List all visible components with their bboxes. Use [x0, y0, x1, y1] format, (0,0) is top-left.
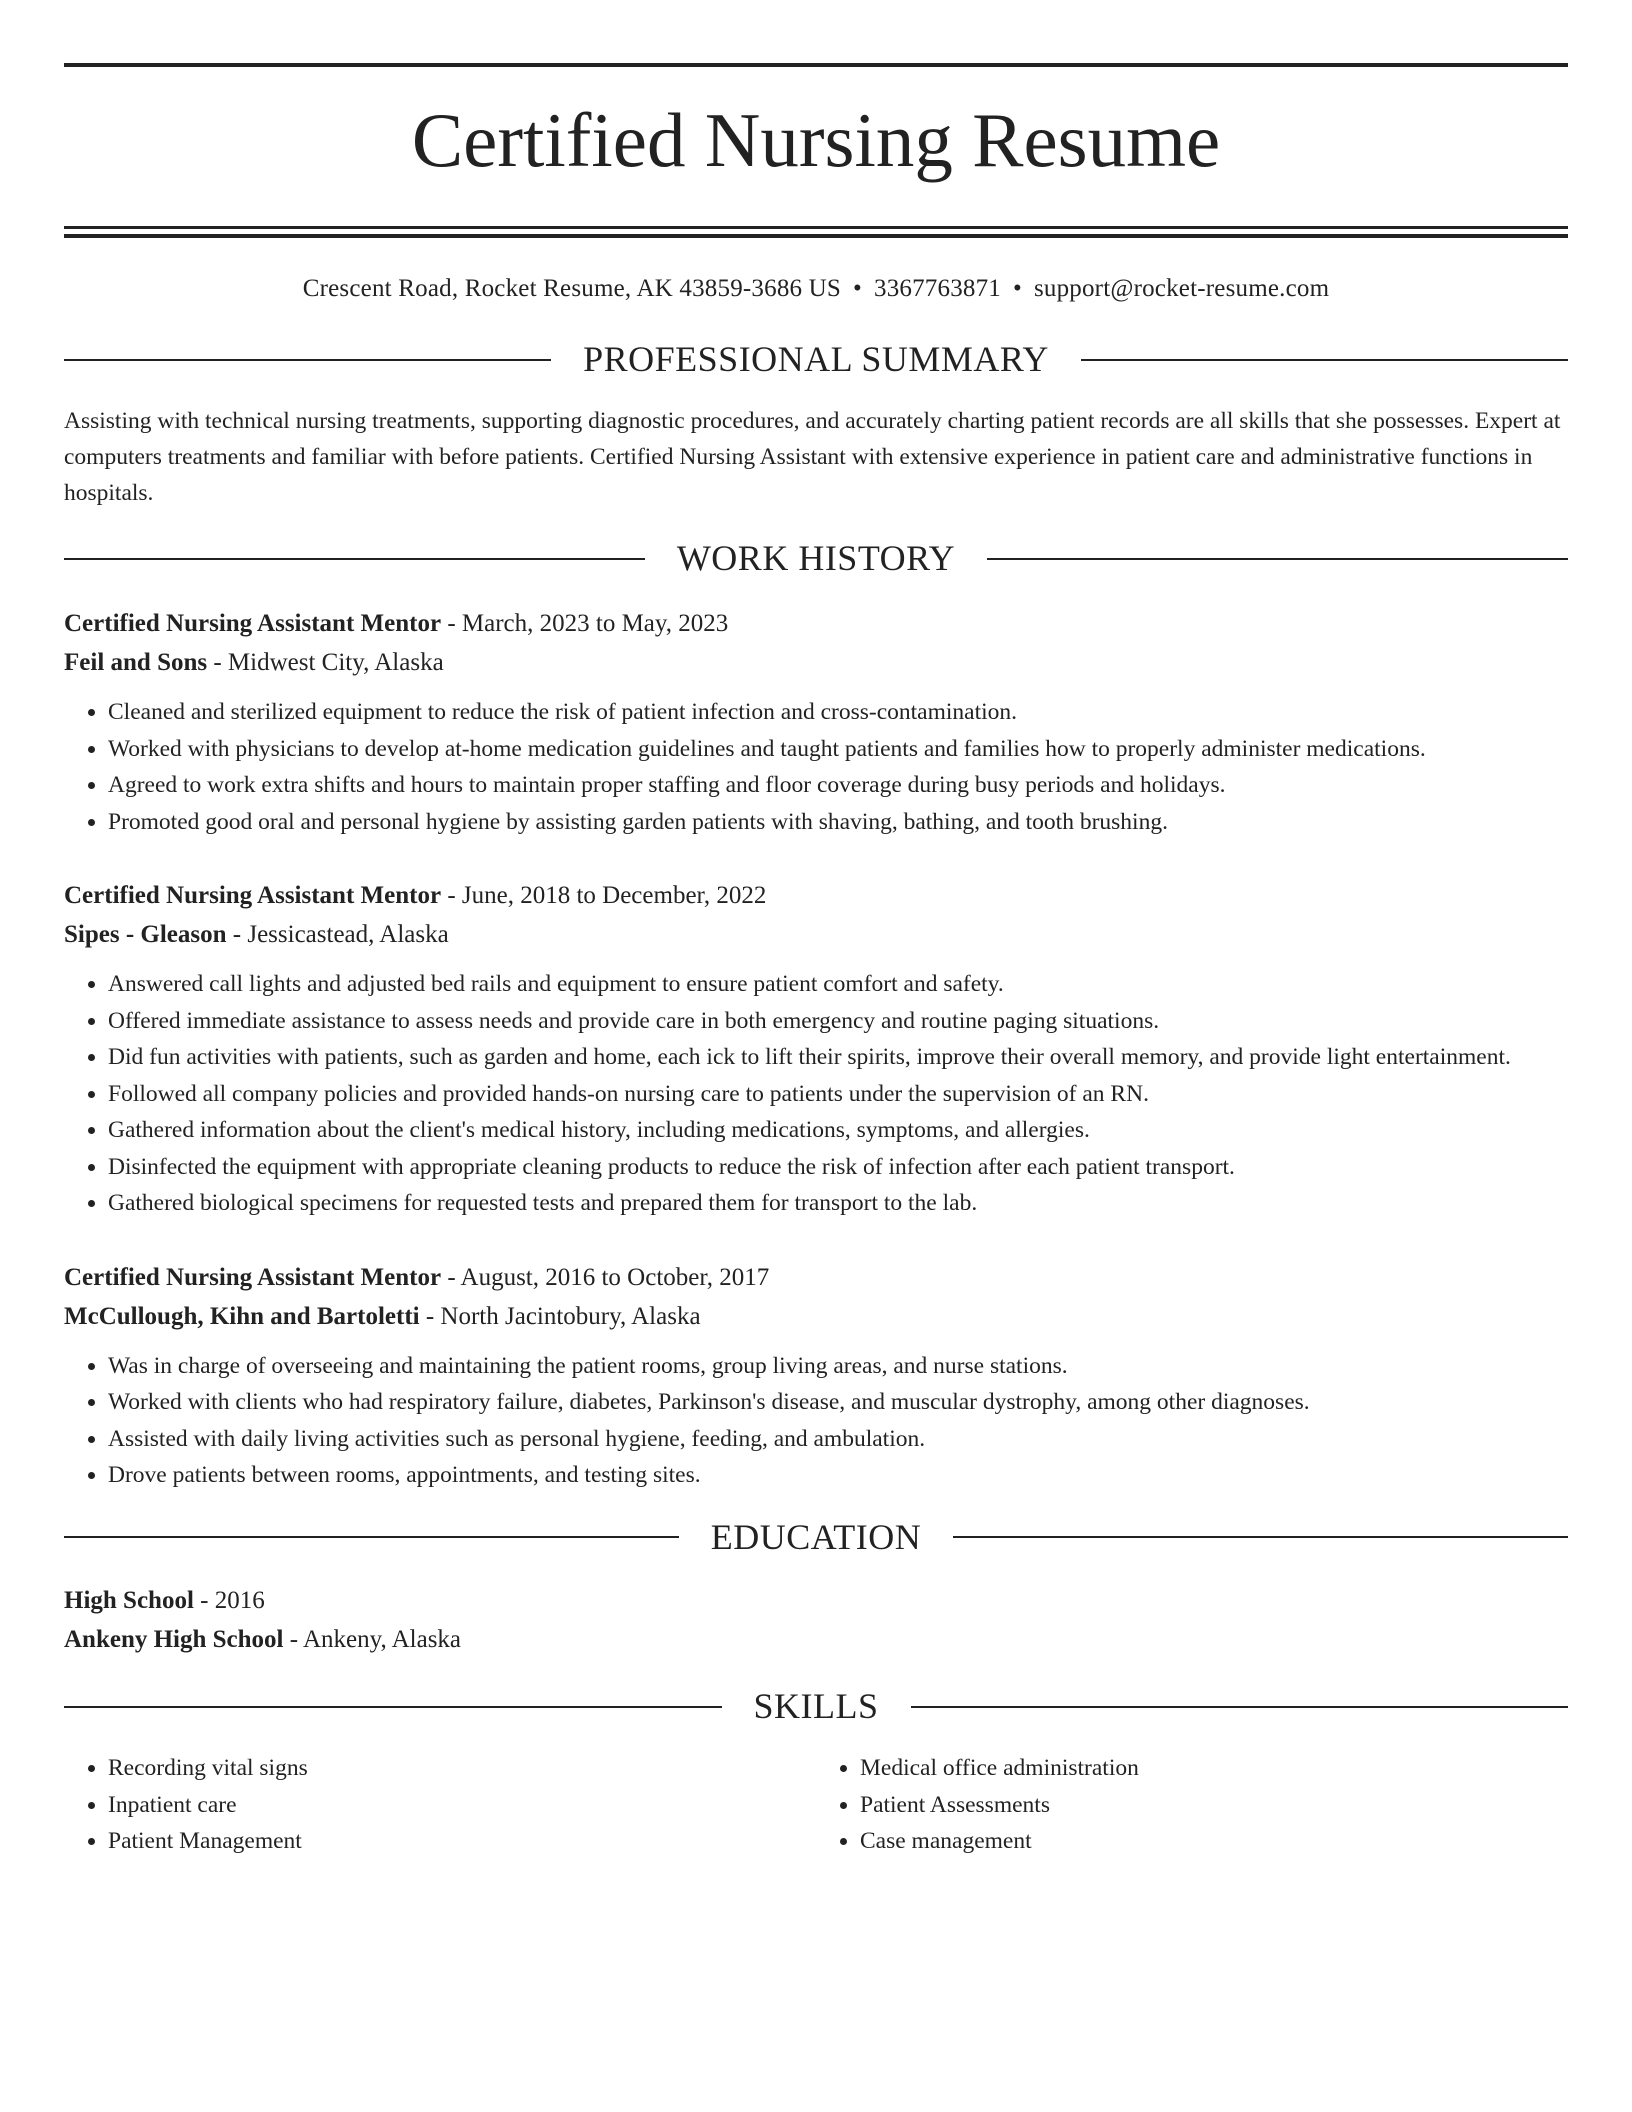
- job-bullets: [64, 694, 1568, 840]
- education-location: - Ankeny, Alaska: [283, 1626, 462, 1654]
- contact-email: support@rocket-resume.com: [1033, 275, 1330, 302]
- job-company: McCullough, Kihn and Bartoletti: [64, 1302, 420, 1330]
- education-year: - 2016: [193, 1587, 265, 1615]
- top-rule: [64, 63, 1568, 67]
- list-item: • Assisted with daily living activities such as personal hygiene, feeding, and ambulation.: [108, 1421, 1568, 1458]
- job-dates: - March, 2023 to May, 2023: [441, 610, 729, 638]
- job-location: - North Jacintobury, Alaska: [419, 1302, 701, 1330]
- job-company-line: [64, 1297, 1568, 1336]
- skill-item: • Patient Assessments: [860, 1787, 1568, 1824]
- job-title: Certified Nursing Assistant Mentor: [64, 610, 442, 638]
- job-company: Sipes - Gleason: [64, 921, 227, 949]
- list-item: • Disinfected the equipment with appropriate cleaning products to reduce the risk of infection after each patient transport.: [108, 1149, 1568, 1186]
- skills-column-right: [816, 1750, 1568, 1860]
- list-item: • Drove patients between rooms, appointments, and testing sites.: [108, 1457, 1568, 1494]
- divider: [64, 1536, 679, 1538]
- divider: [911, 1706, 1569, 1708]
- section-header-work: [64, 537, 1568, 580]
- job-title-line: [64, 604, 1568, 643]
- education-entry: [64, 1581, 1568, 1659]
- job-entry: [64, 604, 1568, 840]
- job-dates: - August, 2016 to October, 2017: [441, 1263, 770, 1291]
- job-title-line: [64, 876, 1568, 915]
- list-item: • Promoted good oral and personal hygiene by assisting garden patients with shaving, bathing, and tooth brushing.: [108, 804, 1568, 841]
- list-item: • Worked with clients who had respiratory failure, diabetes, Parkinson's disease, and muscular dystrophy, among other diagnoses.: [108, 1384, 1568, 1421]
- job-dates: - June, 2018 to December, 2022: [441, 882, 767, 910]
- education-school: Ankeny High School: [64, 1626, 284, 1654]
- section-title: PROFESSIONAL SUMMARY: [583, 339, 1049, 379]
- education-school-line: [64, 1620, 1568, 1659]
- job-title-line: [64, 1258, 1568, 1297]
- divider: [64, 558, 645, 560]
- job-location: - Midwest City, Alaska: [207, 649, 444, 677]
- divider: [1081, 359, 1568, 361]
- job-entry: [64, 876, 1568, 1222]
- education-degree: High School: [64, 1587, 194, 1615]
- job-bullets: [64, 1348, 1568, 1494]
- list-item: • Answered call lights and adjusted bed rails and equipment to ensure patient comfort and safety.: [108, 966, 1568, 1003]
- skill-item: • Inpatient care: [108, 1787, 816, 1824]
- section-title: EDUCATION: [710, 1516, 922, 1557]
- skills-grid: [64, 1750, 1568, 1860]
- job-title: Certified Nursing Assistant Mentor: [64, 882, 442, 910]
- contact-address: Crescent Road, Rocket Resume, AK 43859-3686 US: [302, 275, 842, 302]
- section-header-summary: [64, 338, 1568, 381]
- list-item: • Agreed to work extra shifts and hours to maintain proper staffing and floor coverage during busy periods and holidays.: [108, 767, 1568, 804]
- skill-item: • Case management: [860, 1823, 1568, 1860]
- contact-separator: •: [853, 275, 862, 302]
- list-item: • Followed all company policies and provided hands-on nursing care to patients under the supervision of an RN.: [108, 1076, 1568, 1113]
- education-degree-line: [64, 1581, 1568, 1620]
- list-item: • Worked with physicians to develop at-home medication guidelines and taught patients and families how to properly administer medications.: [108, 731, 1568, 768]
- section-title: WORK HISTORY: [676, 538, 956, 579]
- list-item: • Offered immediate assistance to assess needs and provide care in both emergency and routine paging situations.: [108, 1003, 1568, 1040]
- divider: [987, 558, 1568, 560]
- contact-line: [64, 274, 1568, 304]
- job-company-line: [64, 643, 1568, 682]
- list-item: • Was in charge of overseeing and maintaining the patient rooms, group living areas, and nurse stations.: [108, 1348, 1568, 1385]
- divider: [953, 1536, 1568, 1538]
- contact-separator: •: [1013, 275, 1022, 302]
- title-double-rule: [64, 226, 1568, 238]
- divider: [64, 1706, 722, 1708]
- skill-item: • Patient Management: [108, 1823, 816, 1860]
- divider: [64, 359, 551, 361]
- skills-column-left: [64, 1750, 816, 1860]
- summary-text: Assisting with technical nursing treatments, supporting diagnostic procedures, and accurately charting patient records are all skills that she possesses. Expert at computers treatments and familiar with before patients. Certified Nursing Assistant with extensive experience in patient care and administrative functions in hospitals.: [64, 408, 1561, 507]
- list-item: • Gathered information about the client's medical history, including medications, symptoms, and allergies.: [108, 1112, 1568, 1149]
- skill-item: • Medical office administration: [860, 1750, 1568, 1787]
- job-company-line: [64, 915, 1568, 954]
- section-header-education: [64, 1516, 1568, 1559]
- section-header-skills: [64, 1685, 1568, 1728]
- job-location: - Jessicastead, Alaska: [226, 921, 449, 949]
- job-entry: [64, 1258, 1568, 1494]
- contact-phone: 3367763871: [874, 275, 1001, 302]
- job-title: Certified Nursing Assistant Mentor: [64, 1263, 442, 1291]
- list-item: • Did fun activities with patients, such as garden and home, each ick to lift their spirits, improve their overall memory, and provide light entertainment.: [108, 1039, 1568, 1076]
- section-title: SKILLS: [753, 1686, 879, 1727]
- skill-item: • Recording vital signs: [108, 1750, 816, 1787]
- resume-title: Certified Nursing Resume: [411, 97, 1221, 183]
- list-item: • Gathered biological specimens for requested tests and prepared them for transport to the lab.: [108, 1185, 1568, 1222]
- job-company: Feil and Sons: [64, 649, 208, 677]
- list-item: • Cleaned and sterilized equipment to reduce the risk of patient infection and cross-contamination.: [108, 694, 1568, 731]
- job-bullets: [64, 966, 1568, 1222]
